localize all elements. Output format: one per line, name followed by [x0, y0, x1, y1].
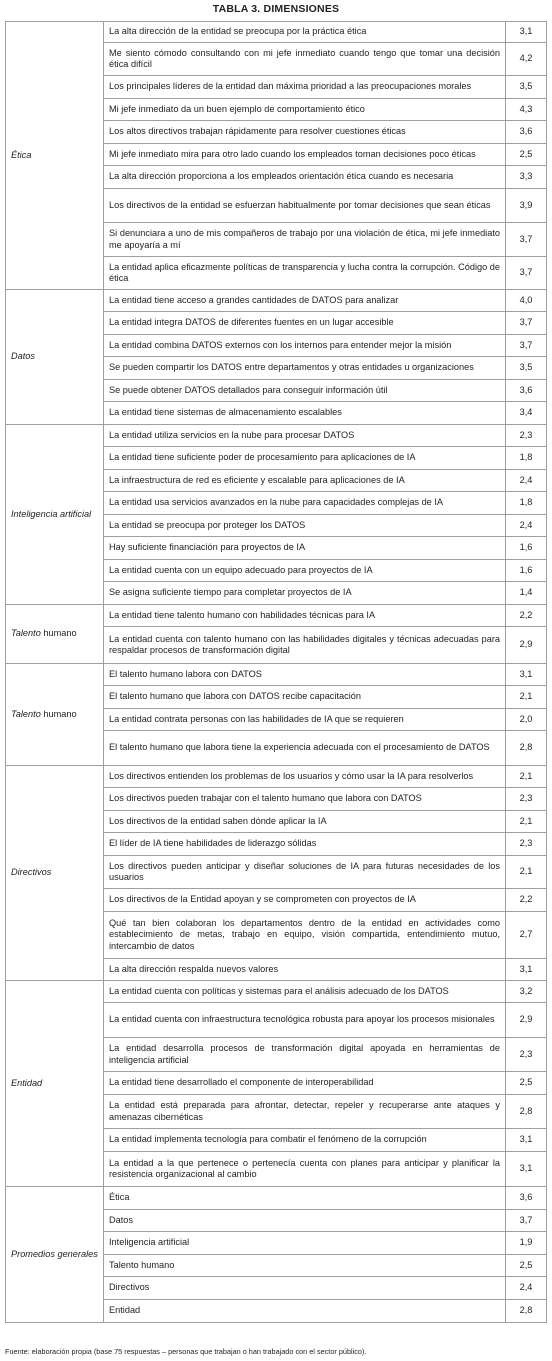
statement-cell: Se pueden compartir los DATOS entre departamentos y otras entidades u organizaciones: [104, 357, 506, 380]
score-cell: 3,1: [506, 664, 547, 686]
score-cell: 2,3: [506, 788, 547, 811]
score-cell: 3,1: [506, 1152, 547, 1187]
score-cell: 2,2: [506, 889, 547, 912]
score-cell: 3,3: [506, 166, 547, 189]
statement-cell: La entidad integra DATOS de diferentes fuentes en un lugar accesible: [104, 312, 506, 335]
score-cell: 3,5: [506, 76, 547, 99]
score-cell: 4,3: [506, 99, 547, 121]
score-cell: 1,8: [506, 447, 547, 470]
score-cell: 1,8: [506, 492, 547, 515]
dimension-group-label-italic: Talento: [11, 708, 41, 719]
table-row: [6, 1187, 547, 1210]
statement-cell: La entidad cuenta con infraestructura tecnológica robusta para apoyar los procesos misionales: [104, 1003, 506, 1038]
dimension-group-label: Directivos: [6, 766, 104, 981]
statement-cell: La entidad aplica eficazmente políticas de transparencia y lucha contra la corrupción. Código de ética: [104, 257, 506, 290]
statement-cell: Ética: [104, 1187, 506, 1210]
score-cell: 3,7: [506, 223, 547, 257]
statement-cell: El talento humano que labora tiene la experiencia adecuada con el procesamiento de DATOS: [104, 731, 506, 766]
dimension-group-label: Promedios generales: [6, 1187, 104, 1323]
score-cell: 4,0: [506, 290, 547, 312]
statement-cell: Qué tan bien colaboran los departamentos dentro de la entidad en actividades como establecimiento de metas, trabajo en equipo, visión compartida, entendimiento mutuo, intercambio de datos: [104, 912, 506, 959]
statement-cell: La entidad tiene talento humano con habilidades técnicas para IA: [104, 605, 506, 627]
score-cell: 3,5: [506, 357, 547, 380]
table-title: TABLA 3. DIMENSIONES: [212, 3, 340, 15]
statement-cell: Se asigna suficiente tiempo para completar proyectos de IA: [104, 582, 506, 605]
statement-cell: El talento humano que labora con DATOS recibe capacitación: [104, 686, 506, 709]
statement-cell: La entidad cuenta con un equipo adecuado para proyectos de IA: [104, 560, 506, 582]
table-row: [6, 425, 547, 447]
statement-cell: Los directivos de la entidad se esfuerzan habitualmente por tomar decisiones que sean éticas: [104, 189, 506, 223]
dimension-group-label: Inteligencia artificial: [6, 425, 104, 605]
score-cell: 3,7: [506, 335, 547, 357]
dimension-group-label-rest: humano: [40, 628, 77, 639]
score-cell: 3,6: [506, 1187, 547, 1210]
score-cell: 2,4: [506, 515, 547, 537]
statement-cell: La entidad utiliza servicios en la nube para procesar DATOS: [104, 425, 506, 447]
score-cell: 1,4: [506, 582, 547, 605]
score-cell: 3,4: [506, 402, 547, 425]
statement-cell: La entidad contrata personas con las habilidades de IA que se requieren: [104, 709, 506, 731]
score-cell: 2,5: [506, 1072, 547, 1095]
score-cell: 2,5: [506, 1255, 547, 1277]
statement-cell: Directivos: [104, 1277, 506, 1300]
score-cell: 2,1: [506, 811, 547, 833]
table-row: [6, 981, 547, 1003]
statement-cell: La entidad cuenta con políticas y sistemas para el análisis adecuado de los DATOS: [104, 981, 506, 1003]
score-cell: 2,8: [506, 1300, 547, 1323]
score-cell: 3,9: [506, 189, 547, 223]
score-cell: 2,9: [506, 1003, 547, 1038]
score-cell: 1,6: [506, 560, 547, 582]
dimension-group-label: Datos: [6, 290, 104, 425]
statement-cell: Los directivos pueden anticipar y diseñar soluciones de IA para futuras necesidades de los usuarios: [104, 856, 506, 889]
statement-cell: Mi jefe inmediato mira para otro lado cuando los empleados toman decisiones poco éticas: [104, 144, 506, 166]
score-cell: 3,1: [506, 22, 547, 43]
table-row: [6, 290, 547, 312]
score-cell: 2,1: [506, 856, 547, 889]
score-cell: 3,7: [506, 312, 547, 335]
statement-cell: La entidad implementa tecnología para combatir el fenómeno de la corrupción: [104, 1129, 506, 1152]
table-row: [6, 605, 547, 627]
statement-cell: Los altos directivos trabajan rápidamente para resolver cuestiones éticas: [104, 121, 506, 144]
statement-cell: Entidad: [104, 1300, 506, 1323]
dimension-group-label: [6, 605, 104, 664]
table-row: [6, 22, 547, 43]
score-cell: 1,9: [506, 1232, 547, 1255]
statement-cell: Datos: [104, 1210, 506, 1232]
statement-cell: La alta dirección de la entidad se preocupa por la práctica ética: [104, 22, 506, 43]
score-cell: 2,0: [506, 709, 547, 731]
statement-cell: La alta dirección proporciona a los empleados orientación ética cuando es necesaria: [104, 166, 506, 189]
statement-cell: Si denunciara a uno de mis compañeros de trabajo por una violación de ética, mi jefe inmediato me apoyaría a mí: [104, 223, 506, 257]
statement-cell: El talento humano labora con DATOS: [104, 664, 506, 686]
statement-cell: La infraestructura de red es eficiente y escalable para aplicaciones de IA: [104, 470, 506, 492]
statement-cell: La entidad se preocupa por proteger los DATOS: [104, 515, 506, 537]
score-cell: 2,4: [506, 470, 547, 492]
statement-cell: La entidad a la que pertenece o pertenecía cuenta con planes para anticipar y planificar la resistencia organizacional al cambio: [104, 1152, 506, 1187]
score-cell: 3,6: [506, 121, 547, 144]
score-cell: 4,2: [506, 43, 547, 76]
score-cell: 2,7: [506, 912, 547, 959]
score-cell: 2,3: [506, 833, 547, 856]
statement-cell: Talento humano: [104, 1255, 506, 1277]
score-cell: 3,7: [506, 257, 547, 290]
statement-cell: El líder de IA tiene habilidades de liderazgo sólidas: [104, 833, 506, 856]
score-cell: 2,3: [506, 425, 547, 447]
statement-cell: Los directivos de la entidad saben dónde aplicar la IA: [104, 811, 506, 833]
statement-cell: Los directivos entienden los problemas de los usuarios y cómo usar la IA para resolverlos: [104, 766, 506, 788]
dimension-group-label-italic: Talento: [11, 628, 41, 639]
statement-cell: La entidad tiene sistemas de almacenamiento escalables: [104, 402, 506, 425]
statement-cell: La entidad tiene acceso a grandes cantidades de DATOS para analizar: [104, 290, 506, 312]
score-cell: 2,3: [506, 1038, 547, 1072]
score-cell: 2,8: [506, 1095, 547, 1129]
statement-cell: La entidad cuenta con talento humano con las habilidades digitales y técnicas adecuadas para respaldar procesos de transformación digital: [104, 627, 506, 664]
score-cell: 3,7: [506, 1210, 547, 1232]
statement-cell: La entidad tiene desarrollado el componente de interoperabilidad: [104, 1072, 506, 1095]
statement-cell: La entidad tiene suficiente poder de procesamiento para aplicaciones de IA: [104, 447, 506, 470]
statement-cell: Hay suficiente financiación para proyectos de IA: [104, 537, 506, 560]
statement-cell: Los directivos de la Entidad apoyan y se comprometen con proyectos de IA: [104, 889, 506, 912]
statement-cell: La alta dirección respalda nuevos valores: [104, 959, 506, 981]
statement-cell: Se puede obtener DATOS detallados para conseguir información útil: [104, 380, 506, 402]
statement-cell: Inteligencia artificial: [104, 1232, 506, 1255]
score-cell: 3,1: [506, 959, 547, 981]
statement-cell: La entidad combina DATOS externos con los internos para entender mejor la misión: [104, 335, 506, 357]
statement-cell: La entidad está preparada para afrontar, detectar, repeler y recuperarse ante ataques y amenazas cibernéticas: [104, 1095, 506, 1129]
score-cell: 1,6: [506, 537, 547, 560]
dimensions-table: [5, 21, 547, 1323]
score-cell: 2,5: [506, 144, 547, 166]
score-cell: 3,6: [506, 380, 547, 402]
statement-cell: La entidad desarrolla procesos de transformación digital apoyada en herramientas de inteligencia artificial: [104, 1038, 506, 1072]
dimensions-table-body: [6, 22, 547, 1323]
table-row: [6, 664, 547, 686]
table-row: [6, 766, 547, 788]
score-cell: 2,2: [506, 605, 547, 627]
statement-cell: Me siento cómodo consultando con mi jefe inmediato cuando tengo que tomar una decisión ética difícil: [104, 43, 506, 76]
score-cell: 2,1: [506, 766, 547, 788]
dimension-group-label: [6, 664, 104, 766]
score-cell: 3,1: [506, 1129, 547, 1152]
source-footnote: Fuente: elaboración propia (base 75 respuestas – personas que trabajan o han trabajado con el sector público).: [5, 1347, 367, 1356]
score-cell: 2,8: [506, 731, 547, 766]
statement-cell: Los principales líderes de la entidad dan máxima prioridad a las preocupaciones morales: [104, 76, 506, 99]
statement-cell: Mi jefe inmediato da un buen ejemplo de comportamiento ético: [104, 99, 506, 121]
dimension-group-label-rest: humano: [40, 708, 77, 719]
score-cell: 2,1: [506, 686, 547, 709]
dimension-group-label: Ética: [6, 22, 104, 290]
statement-cell: Los directivos pueden trabajar con el talento humano que labora con DATOS: [104, 788, 506, 811]
score-cell: 3,2: [506, 981, 547, 1003]
score-cell: 2,9: [506, 627, 547, 664]
statement-cell: La entidad usa servicios avanzados en la nube para capacidades complejas de IA: [104, 492, 506, 515]
dimension-group-label: Entidad: [6, 981, 104, 1187]
score-cell: 2,4: [506, 1277, 547, 1300]
